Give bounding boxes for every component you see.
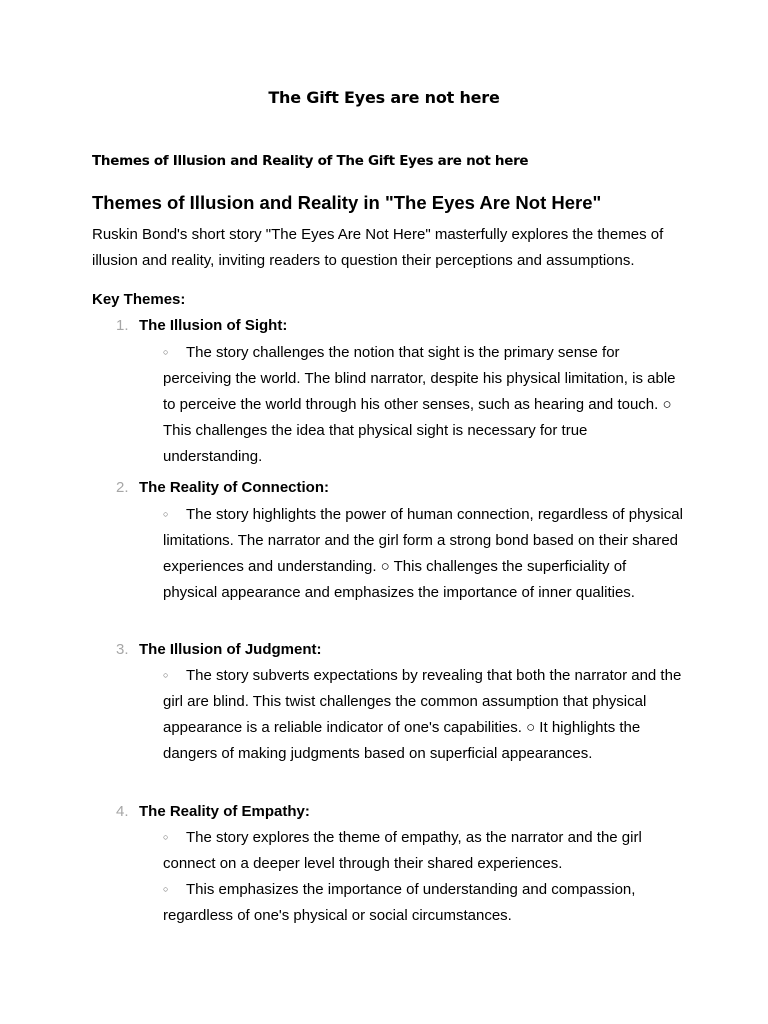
theme-title: The Illusion of Judgment:: [139, 641, 322, 658]
theme-heading: [116, 641, 322, 658]
paragraph-text: The story highlights the power of human connection, regardless of physical limitations. The narrator and the girl form a strong bond based on their shared experiences and understanding. ○ This challenges the superficiality of physical appearance and emphasizes the importance of inner qualities.: [163, 506, 683, 601]
bullet-icon: ○: [163, 509, 169, 519]
paragraph-text: The story explores the theme of empathy, as the narrator and the girl connect on a deeper level through their shared experiences.: [163, 829, 642, 872]
list-number: 1.: [116, 317, 129, 334]
document-subtitle: Themes of Illusion and Reality of The Gift Eyes are not here: [92, 153, 529, 169]
bullet-icon: ○: [163, 670, 169, 680]
bullet-icon: ○: [163, 884, 169, 894]
paragraph-text: The story subverts expectations by revealing that both the narrator and the girl are blind. This twist challenges the common assumption that physical appearance is a reliable indicator of one's capabilities. ○ It highlights the dangers of making judgments based on superficial appearances.: [163, 667, 682, 762]
theme-title: The Illusion of Sight:: [139, 317, 288, 334]
bullet-icon: ○: [163, 832, 169, 842]
paragraph-text: The story challenges the notion that sight is the primary sense for perceiving the world. The blind narrator, despite his physical limitation, is able to perceive the world through his other senses, such as hearing and touch. ○ This challenges the idea that physical sight is necessary for true understanding.: [163, 344, 676, 465]
list-number: 3.: [116, 641, 129, 658]
intro-paragraph: Ruskin Bond's short story "The Eyes Are Not Here" masterfully explores the themes of illusion and reality, inviting readers to question their perceptions and assumptions.: [92, 226, 664, 269]
bullet-icon: ○: [163, 347, 169, 357]
theme-heading: [116, 317, 287, 334]
theme-paragraph: [163, 662, 683, 767]
theme-paragraph: [163, 824, 683, 877]
theme-paragraph: [163, 876, 683, 929]
list-number: 4.: [116, 803, 129, 820]
theme-paragraph: [163, 501, 683, 606]
theme-paragraph: [163, 339, 683, 470]
section-heading: Themes of Illusion and Reality in "The Eyes Are Not Here": [92, 192, 602, 213]
key-themes-heading: Key Themes:: [92, 291, 186, 308]
paragraph-text: This emphasizes the importance of understanding and compassion, regardless of one's physical or social circumstances.: [163, 881, 636, 924]
theme-title: The Reality of Connection:: [139, 479, 330, 496]
theme-title: The Reality of Empathy:: [139, 803, 310, 820]
list-number: 2.: [116, 479, 129, 496]
theme-heading: [116, 803, 310, 820]
document-title: The Gift Eyes are not here: [268, 88, 500, 107]
theme-heading: [116, 479, 329, 496]
